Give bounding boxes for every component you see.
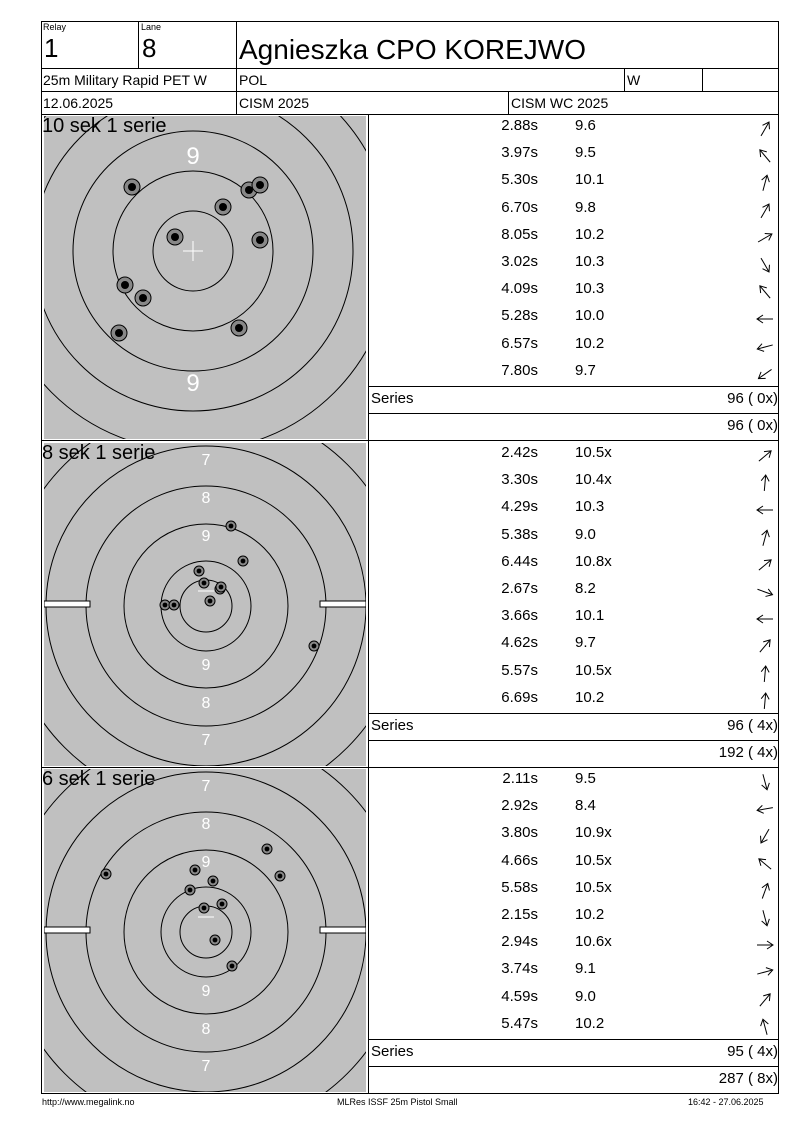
shot-impact: [231, 320, 247, 336]
shot-row: [369, 117, 778, 144]
shot-impact: [169, 600, 179, 610]
shot-time: 5.30s: [501, 171, 538, 189]
shot-time: 4.29s: [501, 498, 538, 516]
shot-row: [369, 471, 778, 498]
direction-arrow-icon: [755, 826, 775, 846]
direction-arrow-icon: [755, 854, 775, 874]
competition-name: CISM 2025: [239, 95, 310, 111]
shot-row: [369, 226, 778, 253]
shot-impact: [217, 899, 227, 909]
shot-score: 10.3: [575, 498, 605, 516]
shot-time: 8.05s: [501, 225, 538, 243]
shot-row: [369, 171, 778, 198]
shot-time: 3.97s: [501, 144, 538, 162]
shot-impact: [199, 578, 209, 588]
shot-time: 5.57s: [501, 661, 538, 679]
target-rings: [44, 443, 366, 766]
shot-score: 10.5x: [575, 444, 612, 461]
shot-time: 4.59s: [501, 987, 538, 1005]
shot-row: [369, 144, 778, 171]
shot-row: [369, 307, 778, 334]
direction-arrow-icon: [755, 908, 775, 928]
shot-impact: [111, 325, 127, 341]
shot-time: 2.15s: [501, 906, 538, 923]
shot-impact: [215, 199, 231, 215]
shot-row: [369, 526, 778, 553]
direction-arrow-icon: [755, 636, 775, 656]
shot-score: 9.0: [575, 525, 596, 543]
lane-value: 8: [142, 33, 157, 63]
direction-arrow-icon: [755, 228, 775, 248]
series-title: 10 sek 1 serie: [42, 115, 167, 137]
direction-arrow-icon: [755, 446, 775, 466]
direction-arrow-icon: [755, 962, 775, 982]
shot-row: [369, 960, 778, 987]
shot-impact: [262, 844, 272, 854]
direction-arrow-icon: [755, 609, 775, 629]
shot-row: [369, 280, 778, 307]
athlete-name: Agnieszka CPO KOREJWO: [239, 34, 586, 65]
shot-time: 6.70s: [501, 198, 538, 216]
championship-name: CISM WC 2025: [511, 95, 609, 111]
footer-url[interactable]: http://www.megalink.no: [42, 1097, 135, 1107]
direction-arrow-icon: [755, 119, 775, 139]
event-name: 25m Military Rapid PET W: [43, 72, 207, 88]
series-total: 95 ( 4x): [727, 1043, 778, 1060]
shot-time: 6.57s: [501, 334, 538, 352]
shot-time: 5.38s: [501, 525, 538, 543]
shot-impact: [190, 865, 200, 875]
direction-arrow-icon: [755, 473, 775, 493]
gender: W: [627, 72, 641, 88]
shot-time: 4.66s: [501, 851, 538, 869]
shot-score: 10.1: [575, 171, 605, 189]
shot-score: 9.7: [575, 361, 596, 379]
direction-arrow-icon: [755, 201, 775, 221]
target-rings: [44, 769, 366, 1092]
shot-time: 5.58s: [501, 878, 538, 896]
direction-arrow-icon: [755, 1017, 775, 1037]
target-rings: [44, 116, 366, 439]
shot-score: 9.6: [575, 117, 596, 134]
ring-label: 9: [186, 143, 200, 170]
ring-label: 8: [201, 490, 211, 507]
shot-row: [369, 553, 778, 580]
shot-time: 2.88s: [501, 117, 538, 134]
direction-arrow-icon: [755, 664, 775, 684]
target-image: [44, 116, 366, 439]
shot-row: [369, 689, 778, 716]
ring-label: 8: [201, 1021, 211, 1038]
running-total: 287 ( 8x): [718, 1070, 778, 1087]
ring-label: 7: [201, 732, 211, 749]
shot-impact: [199, 903, 209, 913]
shot-time: 2.42s: [501, 444, 538, 461]
shot-row: [369, 634, 778, 661]
target-image: [44, 443, 366, 766]
ring-label: 9: [201, 983, 211, 1000]
shot-row: [369, 662, 778, 689]
shot-row: [369, 988, 778, 1015]
shot-impact: [135, 290, 151, 306]
direction-arrow-icon: [755, 173, 775, 193]
shot-row: [369, 199, 778, 226]
series-label: Series: [371, 717, 414, 734]
direction-arrow-icon: [755, 799, 775, 819]
ring-label: 9: [186, 370, 200, 397]
shot-row: [369, 852, 778, 879]
ring-label: 8: [201, 695, 211, 712]
series-label: Series: [371, 390, 414, 407]
direction-arrow-icon: [755, 990, 775, 1010]
shot-score: 10.9x: [575, 824, 612, 842]
shot-time: 2.92s: [501, 797, 538, 815]
shot-time: 6.44s: [501, 552, 538, 570]
shot-impact: [124, 179, 140, 195]
shot-impact: [117, 277, 133, 293]
shot-score: 9.1: [575, 960, 596, 978]
shot-impact: [275, 871, 285, 881]
shot-row: [369, 498, 778, 525]
shot-time: 7.80s: [501, 361, 538, 379]
direction-arrow-icon: [755, 146, 775, 166]
running-total: 96 ( 0x): [727, 417, 778, 434]
shot-row: [369, 770, 778, 797]
relay-value: 1: [44, 33, 59, 63]
shot-score: 9.5: [575, 144, 596, 162]
shot-time: 3.30s: [501, 471, 538, 489]
series-label: Series: [371, 1043, 414, 1060]
shot-time: 5.47s: [501, 1014, 538, 1032]
shot-score: 10.3: [575, 280, 605, 298]
direction-arrow-icon: [755, 337, 775, 357]
shot-score: 10.5x: [575, 878, 612, 896]
relay-label: Relay: [43, 22, 67, 32]
shot-score: 10.4x: [575, 471, 612, 489]
shot-time: 5.28s: [501, 307, 538, 325]
shot-impact: [194, 566, 204, 576]
shot-score: 9.7: [575, 634, 596, 652]
competition-date: 12.06.2025: [43, 95, 114, 111]
shot-time: 4.62s: [501, 634, 538, 652]
shot-score: 10.8x: [575, 552, 612, 570]
direction-arrow-icon: [755, 528, 775, 548]
ring-label: 7: [201, 778, 211, 795]
shot-time: 6.69s: [501, 688, 538, 706]
shot-time: 4.09s: [501, 280, 538, 298]
shot-row: [369, 444, 778, 471]
shot-score: 10.2: [575, 906, 605, 923]
lane-label: Lane: [141, 22, 162, 32]
shot-score: 10.5x: [575, 661, 612, 679]
series-total: 96 ( 4x): [727, 717, 778, 734]
shot-impact: [216, 582, 226, 592]
ring-label: 8: [201, 816, 211, 833]
series-title: 8 sek 1 serie: [42, 442, 156, 464]
shot-time: 2.11s: [502, 770, 538, 787]
shot-row: [369, 797, 778, 824]
shot-row: [369, 906, 778, 933]
ring-label: 9: [201, 528, 211, 545]
shot-impact: [101, 869, 111, 879]
direction-arrow-icon: [755, 881, 775, 901]
footer-timestamp: 16:42 - 27.06.2025: [688, 1097, 764, 1107]
shot-row: [369, 879, 778, 906]
shot-row: [369, 933, 778, 960]
footer-software: MLRes ISSF 25m Pistol Small: [337, 1097, 458, 1107]
shot-time: 2.94s: [501, 933, 538, 951]
shot-row: [369, 607, 778, 634]
running-total: 192 ( 4x): [718, 744, 778, 761]
direction-arrow-icon: [755, 309, 775, 329]
shot-impact: [227, 961, 237, 971]
shot-score: 10.3: [575, 253, 605, 270]
shot-score: 9.0: [575, 987, 596, 1005]
shot-row: [369, 362, 778, 389]
shot-time: 3.74s: [501, 960, 538, 978]
shot-score: 10.0: [575, 307, 605, 325]
shot-time: 2.67s: [501, 580, 538, 597]
direction-arrow-icon: [755, 772, 775, 792]
shot-row: [369, 824, 778, 851]
ring-label: 7: [201, 452, 211, 469]
shot-time: 3.80s: [501, 824, 538, 842]
shot-row: [369, 335, 778, 362]
shot-impact: [252, 232, 268, 248]
shot-score: 9.5: [575, 770, 596, 787]
direction-arrow-icon: [755, 582, 775, 602]
ring-label: 7: [201, 1058, 211, 1075]
shot-row: [369, 1015, 778, 1042]
direction-arrow-icon: [755, 255, 775, 275]
shot-impact: [185, 885, 195, 895]
shot-score: 8.2: [575, 580, 596, 597]
direction-arrow-icon: [755, 282, 775, 302]
ring-label: 9: [201, 657, 211, 674]
shot-score: 9.8: [575, 198, 596, 216]
shot-score: 10.5x: [575, 851, 612, 869]
direction-arrow-icon: [755, 364, 775, 384]
shot-row: [369, 580, 778, 607]
ring-label: 9: [201, 854, 211, 871]
shot-impact: [210, 935, 220, 945]
direction-arrow-icon: [755, 935, 775, 955]
shot-score: 10.2: [575, 225, 605, 243]
shot-time: 3.02s: [501, 253, 538, 270]
shot-impact: [167, 229, 183, 245]
shot-score: 10.2: [575, 334, 605, 352]
nation: POL: [239, 72, 268, 88]
shot-score: 10.2: [575, 688, 605, 706]
shot-impact: [238, 556, 248, 566]
direction-arrow-icon: [755, 555, 775, 575]
shot-score: 8.4: [575, 797, 596, 815]
shot-score: 10.1: [575, 607, 605, 625]
shot-impact: [252, 177, 268, 193]
shot-impact: [309, 641, 319, 651]
shot-impact: [208, 876, 218, 886]
direction-arrow-icon: [755, 500, 775, 520]
target-image: [44, 769, 366, 1092]
shot-time: 3.66s: [501, 607, 538, 625]
series-title: 6 sek 1 serie: [42, 768, 156, 790]
shot-score: 10.6x: [575, 933, 612, 951]
shot-impact: [226, 521, 236, 531]
shot-score: 10.2: [575, 1014, 605, 1032]
shot-impact: [205, 596, 215, 606]
direction-arrow-icon: [755, 691, 775, 711]
series-total: 96 ( 0x): [727, 390, 778, 407]
shot-row: [369, 253, 778, 280]
